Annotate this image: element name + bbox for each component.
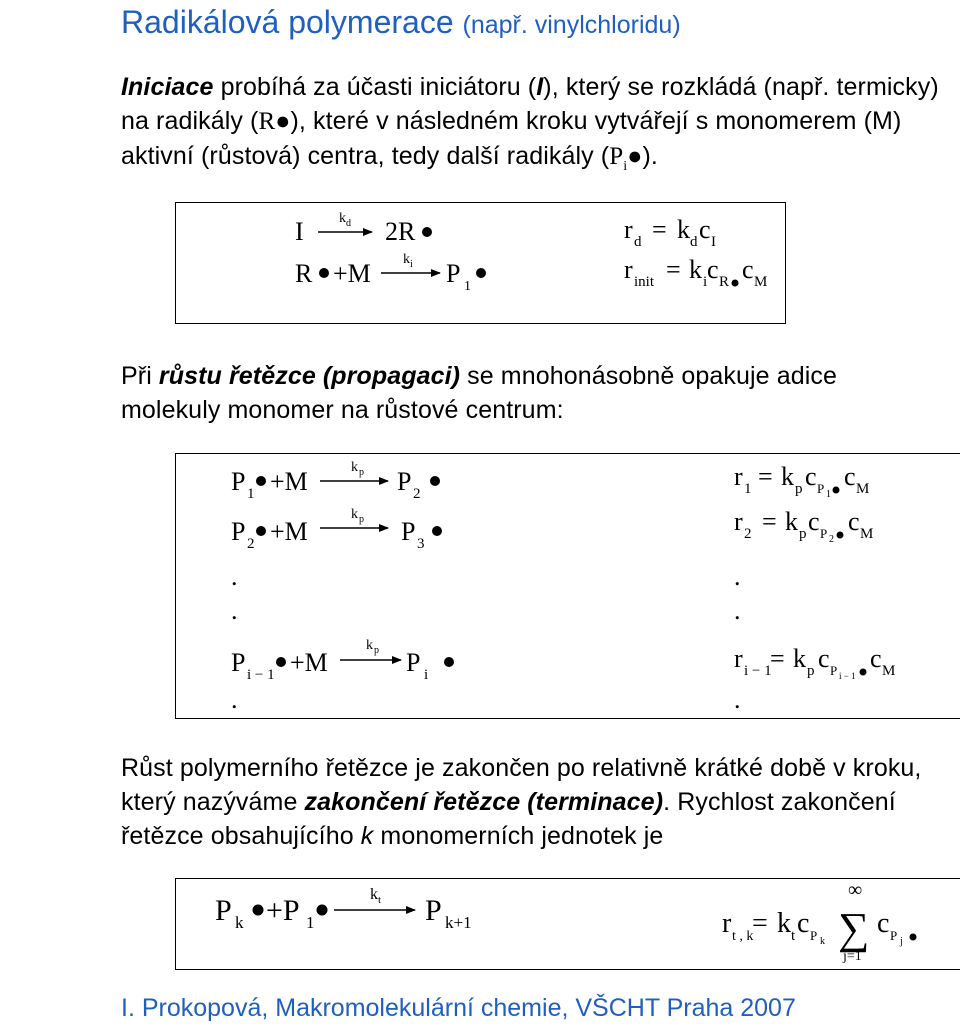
prop3-r: P <box>406 648 421 677</box>
term-l-sub: k <box>235 913 244 932</box>
trate-c2: c <box>877 908 890 939</box>
prop1-k-sub: p <box>359 467 364 478</box>
prate2-cM-sub: M <box>860 526 874 542</box>
initiation-text-2: ), který se rozkládá (např. termicky) na radikály ( <box>121 73 939 135</box>
prop-dot-b: . <box>231 596 238 625</box>
prate1-k-sub: p <box>795 481 803 497</box>
term-plus-sub: 1 <box>306 913 315 932</box>
title-main: Radikálová polymerace <box>121 4 454 40</box>
prop3-r-sub: i <box>424 667 429 683</box>
trate-c-subsub: k <box>820 936 825 947</box>
prop1-k: k <box>351 460 358 475</box>
prate3-c2: c <box>870 644 882 673</box>
eq2-k-sub: i <box>410 259 413 270</box>
trate-c: c <box>797 908 810 939</box>
propagation-text: se mnohonásobně opakuje adice molekuly monomer na růstové centrum: <box>121 362 837 424</box>
rate1-r: r <box>624 215 633 244</box>
prate2-c2: c <box>848 507 860 536</box>
prop2-l: P <box>231 517 246 546</box>
prop3-k: k <box>366 638 373 653</box>
prop2-r-sub: 3 <box>417 536 425 552</box>
prate2-k: k <box>785 507 798 536</box>
initiation-text-3: ), které v následném kroku vytvářejí s monomerem (M) aktivní (růstová) centra, tedy další radikály ( <box>121 107 902 170</box>
prate-dot-c: . <box>734 685 741 714</box>
rate2-c2-sub: M <box>754 274 768 290</box>
footer-credit: I. Prokopová, Makromolekulární chemie, VŠCHT Praha 2007 <box>121 994 796 1022</box>
prop3-k-sub: p <box>374 645 379 656</box>
prop2-k-sub: p <box>359 514 364 525</box>
rate2-r: r <box>624 255 633 284</box>
prop2-l-sub: 2 <box>247 536 255 552</box>
prop3-l: P <box>231 648 246 677</box>
trate-k-sub: t <box>791 928 796 944</box>
prop2-r: P <box>401 517 416 546</box>
prate1-eq: = <box>758 462 773 491</box>
termination-paragraph <box>121 751 941 853</box>
trate-c2-subsub: j <box>900 936 903 947</box>
termination-text-2: . Rychlost zakončení řetězce obsahujícího <box>121 788 896 850</box>
prop1-r-sub: 2 <box>413 486 421 502</box>
propagation-term: růstu řetězce (propagaci) <box>158 362 461 390</box>
prate1-c-sub: P <box>817 481 825 496</box>
prop1-r: P <box>397 467 412 496</box>
eq2-k: k <box>403 252 410 267</box>
prate2-r-sub: 2 <box>744 526 752 542</box>
prate2-c-sub: P <box>820 526 828 541</box>
rate1-k: k <box>677 215 690 244</box>
initiation-eq-2 <box>295 252 486 294</box>
prate2-eq: = <box>762 507 777 536</box>
rate2-c1: c <box>707 255 719 284</box>
prate1-k: k <box>781 462 794 491</box>
rate1-eq: = <box>652 215 667 244</box>
trate-c2-sub: P <box>890 928 898 943</box>
propagation-prefix: Při <box>121 362 159 390</box>
termination-box <box>175 878 960 970</box>
prate2-r: r <box>734 507 743 536</box>
rate2-eq: = <box>666 255 681 284</box>
prate1-cM-sub: M <box>856 481 870 497</box>
termination-k-var: k <box>360 822 374 850</box>
prop1-l-sub: 1 <box>247 486 255 502</box>
initiation-text-4: ). <box>642 142 658 170</box>
prop3-l-sub: i − 1 <box>247 667 275 683</box>
radical-dot: ● <box>275 107 291 135</box>
term-plus: +P <box>266 894 300 927</box>
propagation-box <box>175 453 960 719</box>
eq1-right: 2R <box>385 217 416 246</box>
prate3-k-sub: p <box>807 663 815 679</box>
prate-dot-a: . <box>734 562 741 591</box>
prop1-l: P <box>231 467 246 496</box>
eq2-dot-1 <box>319 268 329 278</box>
initiation-term: Iniciace <box>121 73 214 101</box>
center-symbol: P <box>609 143 624 170</box>
initiator-symbol: I <box>536 73 544 101</box>
trate-r-sub: t , k <box>732 929 754 944</box>
eq2-left: R <box>295 259 313 288</box>
prop3-plus: +M <box>290 648 328 677</box>
trate-sum: ∑ <box>838 904 870 953</box>
prate3-c: c <box>818 644 830 673</box>
initiation-rate-2 <box>624 255 767 290</box>
prate1-c2: c <box>844 462 856 491</box>
prate3-r-sub: i − 1 <box>744 663 772 679</box>
rate2-k: k <box>689 255 702 284</box>
prate3-eq: = <box>770 644 785 673</box>
prate-dot-b: . <box>734 596 741 625</box>
prop2-k: k <box>351 507 358 522</box>
prate3-c-subsub: i − 1 <box>839 671 856 681</box>
title-sub: (např. vinylchloridu) <box>462 11 681 39</box>
rate1-k-sub: d <box>690 234 698 250</box>
eq1-k: k <box>339 211 346 226</box>
prop-dot-a: . <box>231 562 238 591</box>
eq1-dot <box>422 227 432 237</box>
trate-k: k <box>777 908 791 939</box>
rate1-c-sub: I <box>711 234 716 250</box>
trate-c-sub: P <box>810 928 818 943</box>
prop-dot-c: . <box>231 685 238 714</box>
eq2-right: P <box>446 259 461 288</box>
rate2-k-sub: i <box>703 274 708 290</box>
prate2-c-subsub: 2 <box>829 534 834 545</box>
prate1-c: c <box>805 462 817 491</box>
rate2-dot <box>732 280 739 287</box>
initiation-eq-1 <box>295 211 432 246</box>
term-k: k <box>370 886 378 903</box>
prate1-c-subsub: 1 <box>826 489 831 500</box>
prate2-k-sub: p <box>799 526 807 542</box>
prate1-r-sub: 1 <box>744 481 752 497</box>
rate2-r-sub: init <box>634 274 655 290</box>
eq1-left: I <box>295 217 304 246</box>
eq1-k-sub: d <box>346 218 351 229</box>
prate2-c: c <box>808 507 820 536</box>
initiation-text-1: probíhá za účasti iniciátoru ( <box>213 73 537 101</box>
rate1-r-sub: d <box>634 234 642 250</box>
center-dot: ● <box>627 142 643 170</box>
initiation-rate-1 <box>624 215 716 250</box>
eq2-plus: +M <box>333 259 371 288</box>
rate1-c: c <box>699 215 711 244</box>
term-r: P <box>425 894 442 927</box>
prate3-k: k <box>793 644 806 673</box>
prop2-plus: +M <box>270 517 308 546</box>
termination-term: zakončení řetězce (terminace) <box>304 788 664 816</box>
rate2-c2: c <box>742 255 754 284</box>
center-sub: i <box>623 159 628 174</box>
trate-sum-top: ∞ <box>848 879 863 901</box>
prate1-r: r <box>734 462 743 491</box>
trate-sum-bottom: j=1 <box>843 949 862 964</box>
termination-text-1: Růst polymerního řetězce je zakončen po relativně krátké době v kroku, který nazýváme <box>121 754 922 816</box>
propagation-paragraph <box>121 359 941 427</box>
rate2-c1-sub: R <box>719 274 730 290</box>
trate-r: r <box>722 908 732 939</box>
eq2-right-sub: 1 <box>464 279 471 294</box>
term-k-sub: t <box>378 894 382 906</box>
term-l: P <box>215 894 232 927</box>
termination-text-3: monomerních jednotek je <box>373 822 664 850</box>
term-r-sub: k+1 <box>445 913 472 932</box>
prate3-r: r <box>734 644 743 673</box>
prate3-c-sub: P <box>830 663 838 678</box>
radical-symbol: R <box>258 108 276 135</box>
trate-eq: = <box>752 908 768 939</box>
eq2-dot-2 <box>476 268 486 278</box>
prop1-plus: +M <box>270 467 308 496</box>
prate3-cM-sub: M <box>882 663 896 679</box>
